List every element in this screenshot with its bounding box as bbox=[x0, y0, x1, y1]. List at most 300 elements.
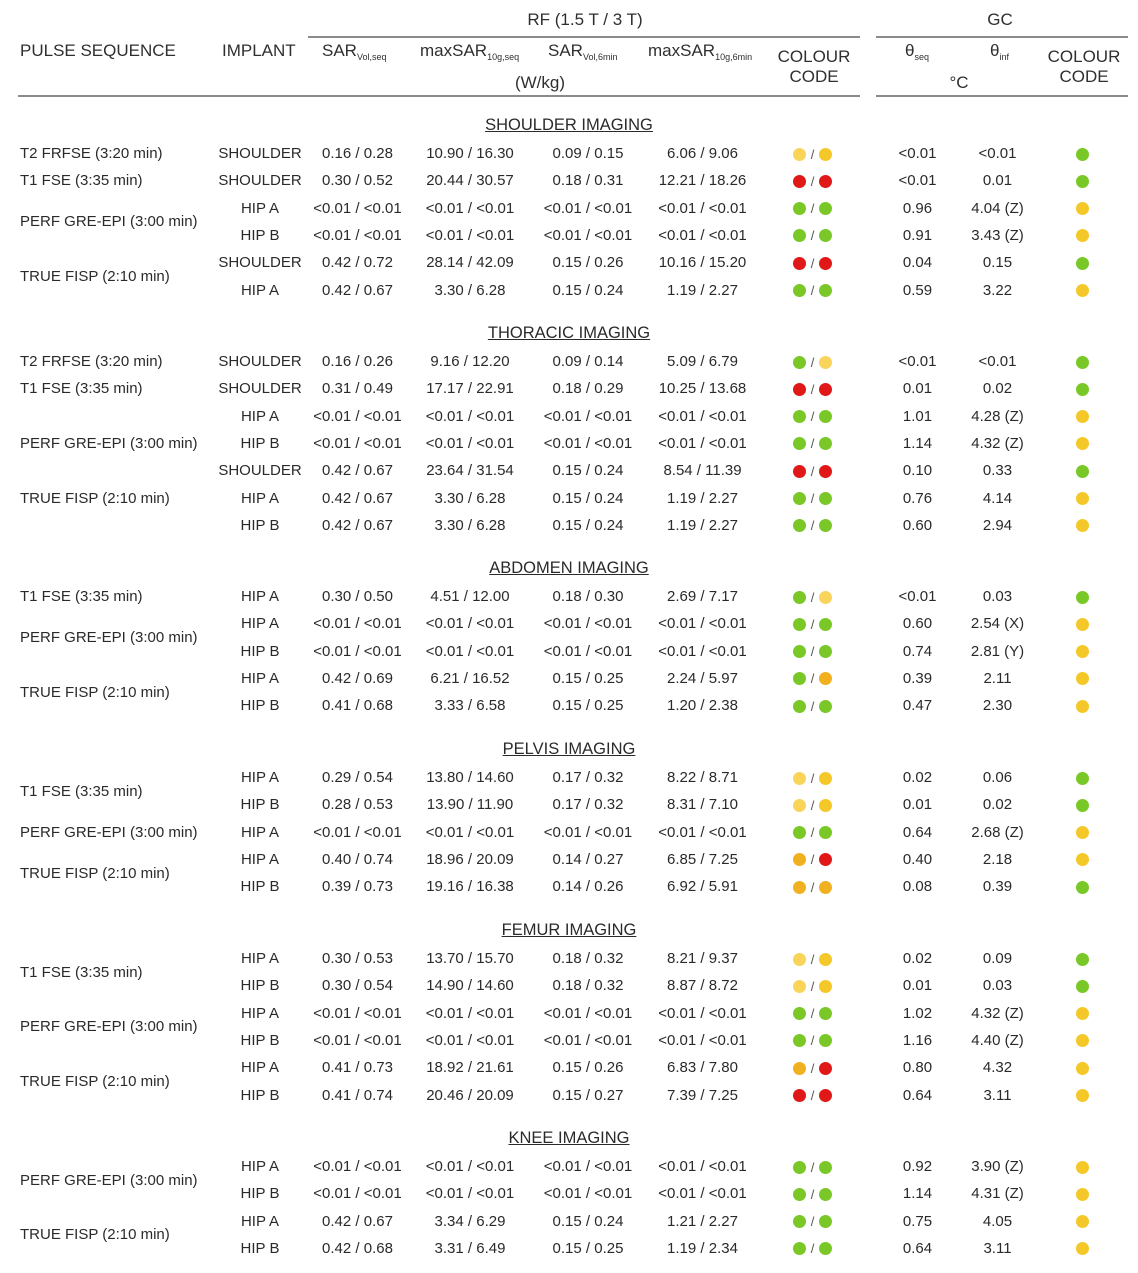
status-dot-1-5t-icon bbox=[793, 826, 806, 839]
sar-vol-seq-cell: 0.41 / 0.68 bbox=[322, 697, 393, 715]
maxsar-10g-6min-cell: 12.21 / 18.26 bbox=[658, 172, 747, 190]
implant-cell: SHOULDER bbox=[218, 353, 302, 370]
status-dot-gc-icon bbox=[1076, 1215, 1089, 1228]
maxsar-10g-6min-cell: 6.06 / 9.06 bbox=[667, 145, 738, 162]
sar-vol-6min-cell: 0.15 / 0.26 bbox=[552, 1059, 624, 1077]
sar-vol-seq-cell: 0.41 / 0.74 bbox=[322, 1086, 393, 1104]
pulse-sequence-label: T1 FSE (3:35 min) bbox=[20, 380, 143, 398]
status-dot-1-5t-icon bbox=[793, 1215, 806, 1228]
status-dot-1-5t-icon bbox=[793, 410, 806, 423]
theta-seq-cell: 0.40 bbox=[902, 850, 933, 868]
status-dot-3t-icon bbox=[819, 410, 832, 423]
theta-inf-cell: 4.14 bbox=[982, 489, 1013, 507]
status-dot-gc-icon bbox=[1076, 519, 1089, 532]
status-dot-gc-icon bbox=[1076, 175, 1089, 188]
theta-inf-cell: 4.32 (Z) bbox=[971, 1004, 1024, 1022]
maxsar-10g-6min-cell: <0.01 / <0.01 bbox=[658, 642, 747, 660]
maxsar-10g-6min-cell: 1.20 / 2.38 bbox=[667, 697, 738, 715]
implant-cell: SHOULDER bbox=[218, 145, 302, 162]
theta-inf-cell: <0.01 bbox=[978, 145, 1017, 162]
sar-vol-6min-cell: 0.15 / 0.24 bbox=[552, 516, 624, 534]
separator: / bbox=[810, 436, 815, 452]
separator: / bbox=[810, 146, 815, 162]
theta-seq-cell: 0.59 bbox=[902, 281, 933, 299]
rf-colour-code-cell bbox=[770, 403, 855, 431]
theta-inf-cell: 2.18 bbox=[982, 850, 1013, 868]
rf-group-rule bbox=[308, 36, 860, 38]
rf-colour-code-cell bbox=[770, 140, 855, 168]
gc-colour-code-cell bbox=[1050, 692, 1115, 719]
sar-vol-seq-cell: 0.28 / 0.53 bbox=[322, 796, 393, 814]
pulse-sequence-label: TRUE FISP (2:10 min) bbox=[20, 683, 170, 701]
status-dot-1-5t-icon bbox=[793, 465, 806, 478]
maxsar-10g-seq-cell: <0.01 / <0.01 bbox=[425, 642, 515, 660]
status-dot-3t-icon bbox=[819, 437, 832, 450]
status-dot-gc-icon bbox=[1076, 672, 1089, 685]
rf-colour-code-cell bbox=[770, 277, 855, 305]
maxsar-10g-6min-cell: 1.21 / 2.27 bbox=[667, 1212, 738, 1230]
gc-colour-code-cell bbox=[1050, 1153, 1115, 1180]
maxsar-10g-6min-cell: 8.54 / 11.39 bbox=[663, 462, 742, 480]
rf-colour-code-cell bbox=[770, 167, 855, 195]
table-row bbox=[0, 1235, 1138, 1262]
gc-colour-code-cell bbox=[1050, 140, 1115, 167]
status-dot-3t-icon bbox=[819, 202, 832, 215]
theta-seq-cell: 0.10 bbox=[902, 462, 933, 480]
theta-inf-cell: 0.09 bbox=[982, 950, 1013, 967]
theta-seq-cell: 0.60 bbox=[902, 516, 933, 534]
theta-inf-cell: 0.03 bbox=[982, 977, 1013, 995]
implant-cell: HIP A bbox=[240, 1059, 280, 1077]
implant-cell: HIP B bbox=[240, 642, 280, 660]
status-dot-gc-icon bbox=[1076, 148, 1089, 161]
status-dot-3t-icon bbox=[819, 1242, 832, 1255]
rf-colour-code-cell bbox=[770, 1180, 855, 1208]
table-row bbox=[0, 1208, 1138, 1235]
maxsar-10g-6min-cell: 8.21 / 9.37 bbox=[667, 950, 738, 967]
sar-vol-seq-cell: 0.30 / 0.50 bbox=[322, 588, 393, 605]
separator: / bbox=[810, 1241, 815, 1257]
gc-colour-code-cell bbox=[1050, 1054, 1115, 1081]
separator: / bbox=[810, 173, 815, 189]
theta-inf-cell: 2.30 bbox=[982, 697, 1013, 715]
gc-colour-code-cell bbox=[1050, 403, 1115, 430]
table-row bbox=[0, 430, 1138, 457]
theta-inf-cell: 0.01 bbox=[982, 172, 1013, 190]
sar-vol-6min-cell: 0.18 / 0.32 bbox=[552, 950, 624, 967]
sar-vol-6min-cell: 0.09 / 0.14 bbox=[552, 353, 624, 370]
gc-colour-code-cell bbox=[1050, 1027, 1115, 1054]
status-dot-1-5t-icon bbox=[793, 645, 806, 658]
sar-vol-6min-cell: 0.15 / 0.24 bbox=[552, 489, 624, 507]
maxsar-10g-seq-cell: <0.01 / <0.01 bbox=[425, 1158, 515, 1175]
status-dot-gc-icon bbox=[1076, 799, 1089, 812]
sar-vol-6min-cell: 0.18 / 0.31 bbox=[552, 172, 624, 190]
theta-inf-cell: 2.11 bbox=[983, 669, 1012, 687]
rf-colour-code-cell bbox=[770, 249, 855, 277]
maxsar-10g-seq-cell: 13.80 / 14.60 bbox=[426, 769, 514, 786]
maxsar-10g-6min-cell: <0.01 / <0.01 bbox=[658, 434, 747, 452]
col-header-sar-vol-6min: $SAR_{Vol,6min}$ bbox=[548, 41, 618, 62]
col-header-theta-inf: $\theta_{inf}$ bbox=[990, 41, 1009, 62]
rf-colour-code-cell bbox=[770, 1082, 855, 1110]
table-row bbox=[0, 1082, 1138, 1109]
status-dot-1-5t-icon bbox=[793, 284, 806, 297]
pulse-sequence-label: T2 FRFSE (3:20 min) bbox=[20, 145, 163, 163]
sar-vol-seq-cell: <0.01 / <0.01 bbox=[313, 1158, 402, 1175]
theta-seq-cell: 0.80 bbox=[902, 1059, 933, 1077]
status-dot-1-5t-icon bbox=[793, 953, 806, 966]
gc-colour-code-cell bbox=[1050, 638, 1115, 665]
pulse-sequence-label: T1 FSE (3:35 min) bbox=[20, 588, 143, 606]
status-dot-gc-icon bbox=[1076, 1242, 1089, 1255]
theta-inf-cell: 0.06 bbox=[982, 769, 1013, 786]
sar-vol-seq-cell: 0.16 / 0.28 bbox=[322, 145, 393, 162]
gc-colour-code-cell bbox=[1050, 457, 1115, 484]
status-dot-1-5t-icon bbox=[793, 1188, 806, 1201]
theta-seq-cell: 0.96 bbox=[902, 199, 933, 217]
theta-seq-cell: 1.14 bbox=[902, 434, 933, 452]
rf-colour-code-cell bbox=[770, 430, 855, 458]
status-dot-1-5t-icon bbox=[793, 853, 806, 866]
maxsar-10g-6min-cell: <0.01 / <0.01 bbox=[658, 1185, 747, 1203]
separator: / bbox=[810, 671, 815, 687]
table-row bbox=[0, 195, 1138, 222]
theta-inf-cell: 4.40 (Z) bbox=[971, 1031, 1024, 1049]
status-dot-1-5t-icon bbox=[793, 591, 806, 604]
status-dot-gc-icon bbox=[1076, 1062, 1089, 1075]
status-dot-3t-icon bbox=[819, 672, 832, 685]
status-dot-gc-icon bbox=[1076, 1007, 1089, 1020]
table-row bbox=[0, 819, 1138, 846]
rf-colour-code-cell bbox=[770, 348, 855, 376]
maxsar-10g-6min-cell: 6.83 / 7.80 bbox=[667, 1059, 738, 1077]
table-row bbox=[0, 249, 1138, 276]
sar-vol-6min-cell: 0.14 / 0.27 bbox=[552, 850, 624, 868]
sar-vol-seq-cell: 0.42 / 0.68 bbox=[322, 1239, 393, 1257]
status-dot-1-5t-icon bbox=[793, 700, 806, 713]
gc-colour-code-cell bbox=[1050, 610, 1115, 637]
separator: / bbox=[810, 978, 815, 994]
table-row bbox=[0, 846, 1138, 873]
sar-vol-6min-cell: 0.17 / 0.32 bbox=[552, 769, 624, 786]
status-dot-1-5t-icon bbox=[793, 148, 806, 161]
status-dot-gc-icon bbox=[1076, 618, 1089, 631]
theta-seq-cell: 0.60 bbox=[902, 615, 933, 633]
status-dot-3t-icon bbox=[819, 772, 832, 785]
status-dot-3t-icon bbox=[819, 1062, 832, 1075]
sar-vol-6min-cell: 0.15 / 0.25 bbox=[552, 697, 624, 715]
gc-colour-code-cell bbox=[1050, 945, 1115, 972]
sar-vol-6min-cell: <0.01 / <0.01 bbox=[543, 407, 633, 425]
gc-colour-code-cell bbox=[1050, 222, 1115, 249]
sar-vol-6min-cell: <0.01 / <0.01 bbox=[543, 226, 633, 244]
theta-seq-cell: <0.01 bbox=[898, 353, 937, 370]
status-dot-3t-icon bbox=[819, 1188, 832, 1201]
theta-inf-cell: 0.33 bbox=[982, 462, 1013, 480]
separator: / bbox=[810, 1006, 815, 1022]
separator: / bbox=[810, 518, 815, 534]
implant-cell: HIP A bbox=[240, 1158, 280, 1175]
maxsar-10g-seq-cell: 20.44 / 30.57 bbox=[426, 172, 514, 190]
rf-colour-code-cell bbox=[770, 972, 855, 1000]
table-row bbox=[0, 638, 1138, 665]
status-dot-gc-icon bbox=[1076, 410, 1089, 423]
theta-seq-cell: 1.01 bbox=[902, 407, 933, 425]
gc-colour-code-cell bbox=[1050, 249, 1115, 276]
implant-cell: HIP A bbox=[240, 1212, 280, 1230]
separator: / bbox=[810, 255, 815, 271]
status-dot-1-5t-icon bbox=[793, 437, 806, 450]
table-row bbox=[0, 1180, 1138, 1207]
status-dot-gc-icon bbox=[1076, 1034, 1089, 1047]
maxsar-10g-6min-cell: 1.19 / 2.27 bbox=[667, 281, 738, 299]
theta-seq-cell: 0.39 bbox=[902, 669, 933, 687]
sar-vol-6min-cell: 0.15 / 0.25 bbox=[552, 1239, 624, 1257]
gc-colour-code-cell bbox=[1050, 195, 1115, 222]
status-dot-gc-icon bbox=[1076, 953, 1089, 966]
implant-cell: HIP A bbox=[240, 407, 280, 425]
table-row bbox=[0, 348, 1138, 375]
status-dot-1-5t-icon bbox=[793, 175, 806, 188]
gc-colour-code-cell bbox=[1050, 1208, 1115, 1235]
sar-vol-seq-cell: <0.01 / <0.01 bbox=[313, 1031, 402, 1049]
status-dot-gc-icon bbox=[1076, 492, 1089, 505]
pulse-sequence-label: PERF GRE-EPI (3:00 min) bbox=[20, 823, 198, 841]
gc-colour-code-cell bbox=[1050, 1000, 1115, 1027]
pulse-sequence-label: TRUE FISP (2:10 min) bbox=[20, 268, 170, 285]
gc-group-title: GC bbox=[987, 10, 1013, 29]
sar-vol-seq-cell: 0.42 / 0.72 bbox=[322, 254, 393, 272]
implant-cell: HIP A bbox=[240, 669, 280, 687]
section-title: FEMUR IMAGING bbox=[501, 921, 637, 939]
status-dot-1-5t-icon bbox=[793, 229, 806, 242]
status-dot-1-5t-icon bbox=[793, 672, 806, 685]
maxsar-10g-seq-cell: <0.01 / <0.01 bbox=[425, 434, 515, 452]
maxsar-10g-seq-cell: 18.92 / 21.61 bbox=[426, 1059, 514, 1077]
gc-colour-code-cell bbox=[1050, 972, 1115, 999]
status-dot-gc-icon bbox=[1076, 383, 1089, 396]
rf-group-title: RF (1.5 T / 3 T) bbox=[527, 10, 643, 29]
rf-colour-code-cell bbox=[770, 638, 855, 666]
rf-colour-code-cell bbox=[770, 873, 855, 901]
separator: / bbox=[810, 463, 815, 479]
sar-vol-seq-cell: <0.01 / <0.01 bbox=[313, 199, 402, 217]
implant-cell: HIP A bbox=[240, 850, 280, 868]
pulse-sequence-label: TRUE FISP (2:10 min) bbox=[20, 489, 170, 507]
sar-vol-6min-cell: <0.01 / <0.01 bbox=[543, 1004, 633, 1022]
sar-vol-seq-cell: 0.30 / 0.53 bbox=[322, 950, 393, 967]
sar-vol-6min-cell: 0.18 / 0.29 bbox=[552, 380, 624, 398]
header-bottom-rule-gc bbox=[876, 95, 1128, 97]
maxsar-10g-seq-cell: 14.90 / 14.60 bbox=[426, 977, 514, 995]
sar-vol-seq-cell: <0.01 / <0.01 bbox=[313, 434, 402, 452]
theta-inf-cell: 3.22 bbox=[982, 281, 1013, 299]
separator: / bbox=[810, 1186, 815, 1202]
maxsar-10g-6min-cell: 10.16 / 15.20 bbox=[658, 254, 747, 272]
status-dot-3t-icon bbox=[819, 1007, 832, 1020]
sar-vol-6min-cell: 0.15 / 0.26 bbox=[552, 254, 624, 272]
section-title: ABDOMEN IMAGING bbox=[489, 559, 649, 577]
section-title: THORACIC IMAGING bbox=[487, 324, 651, 342]
pulse-sequence-label: PERF GRE-EPI (3:00 min) bbox=[20, 1171, 198, 1189]
sar-vol-seq-cell: <0.01 / <0.01 bbox=[313, 1004, 402, 1022]
col-header-gc-colour-code: COLOUR CODE bbox=[1047, 47, 1121, 86]
separator: / bbox=[810, 698, 815, 714]
gc-colour-code-cell bbox=[1050, 791, 1115, 818]
maxsar-10g-6min-cell: 8.31 / 7.10 bbox=[667, 796, 738, 814]
rf-colour-code-cell bbox=[770, 764, 855, 792]
theta-inf-cell: 2.54 (X) bbox=[970, 615, 1025, 633]
gc-colour-code-cell bbox=[1050, 430, 1115, 457]
status-dot-gc-icon bbox=[1076, 437, 1089, 450]
separator: / bbox=[810, 1033, 815, 1049]
header-bottom-rule-rf bbox=[18, 95, 860, 97]
status-dot-1-5t-icon bbox=[793, 519, 806, 532]
status-dot-3t-icon bbox=[819, 229, 832, 242]
implant-cell: HIP A bbox=[240, 615, 280, 633]
sar-vol-seq-cell: 0.42 / 0.67 bbox=[322, 1212, 393, 1230]
maxsar-10g-seq-cell: <0.01 / <0.01 bbox=[425, 1185, 515, 1203]
rf-colour-code-cell bbox=[770, 791, 855, 819]
sar-vol-6min-cell: <0.01 / <0.01 bbox=[543, 434, 633, 452]
gc-colour-code-cell bbox=[1050, 764, 1115, 791]
table-row bbox=[0, 873, 1138, 900]
gc-colour-code-cell bbox=[1050, 1235, 1115, 1262]
sar-vol-seq-cell: 0.42 / 0.67 bbox=[322, 462, 393, 480]
separator: / bbox=[810, 879, 815, 895]
gc-colour-code-cell bbox=[1050, 873, 1115, 900]
sar-vol-seq-cell: <0.01 / <0.01 bbox=[313, 226, 402, 244]
maxsar-10g-seq-cell: 13.70 / 15.70 bbox=[426, 950, 514, 967]
theta-inf-cell: 0.03 bbox=[982, 588, 1013, 605]
pulse-sequence-label: TRUE FISP (2:10 min) bbox=[20, 1226, 170, 1244]
maxsar-10g-seq-cell: 23.64 / 31.54 bbox=[426, 462, 514, 480]
rf-unit-label: (W/kg) bbox=[514, 73, 566, 92]
gc-colour-code-cell bbox=[1050, 277, 1115, 304]
maxsar-10g-seq-cell: 9.16 / 12.20 bbox=[430, 353, 510, 370]
theta-inf-cell: 0.02 bbox=[982, 380, 1013, 398]
pulse-sequence-label: T1 FSE (3:35 min) bbox=[20, 172, 143, 190]
table-row bbox=[0, 167, 1138, 194]
status-dot-gc-icon bbox=[1076, 229, 1089, 242]
table-row bbox=[0, 945, 1138, 972]
theta-seq-cell: 0.04 bbox=[902, 254, 933, 272]
status-dot-gc-icon bbox=[1076, 202, 1089, 215]
rf-colour-code-cell bbox=[770, 610, 855, 638]
implant-cell: HIP B bbox=[240, 878, 280, 896]
status-dot-3t-icon bbox=[819, 980, 832, 993]
theta-seq-cell: 1.02 bbox=[902, 1004, 933, 1022]
implant-cell: HIP A bbox=[240, 588, 280, 605]
pulse-sequence-label: TRUE FISP (2:10 min) bbox=[20, 1073, 170, 1090]
gc-unit-label: °C bbox=[949, 73, 969, 92]
rf-colour-code-cell bbox=[770, 222, 855, 250]
sar-vol-seq-cell: 0.42 / 0.69 bbox=[322, 669, 393, 687]
status-dot-1-5t-icon bbox=[793, 881, 806, 894]
theta-inf-cell: 0.02 bbox=[982, 796, 1013, 814]
table-row bbox=[0, 403, 1138, 430]
status-dot-1-5t-icon bbox=[793, 257, 806, 270]
pulse-sequence-label: T2 FRFSE (3:20 min) bbox=[20, 353, 163, 371]
table-row bbox=[0, 692, 1138, 719]
implant-cell: SHOULDER bbox=[218, 172, 302, 190]
gc-colour-code-cell bbox=[1050, 375, 1115, 402]
gc-colour-code-cell bbox=[1050, 819, 1115, 846]
sar-vol-6min-cell: 0.14 / 0.26 bbox=[552, 878, 624, 896]
maxsar-10g-6min-cell: 6.85 / 7.25 bbox=[667, 850, 738, 868]
theta-seq-cell: 0.91 bbox=[902, 226, 933, 244]
theta-inf-cell: 4.32 bbox=[982, 1059, 1013, 1077]
separator: / bbox=[810, 1214, 815, 1230]
status-dot-1-5t-icon bbox=[793, 492, 806, 505]
sar-vol-6min-cell: 0.18 / 0.30 bbox=[552, 588, 624, 605]
status-dot-3t-icon bbox=[819, 148, 832, 161]
theta-seq-cell: 1.16 bbox=[902, 1031, 933, 1049]
col-header-rf-colour-code: COLOUR CODE bbox=[777, 47, 851, 86]
implant-cell: HIP A bbox=[240, 489, 280, 507]
maxsar-10g-seq-cell: 3.34 / 6.29 bbox=[434, 1212, 506, 1230]
sar-vol-6min-cell: 0.15 / 0.27 bbox=[552, 1086, 624, 1104]
pulse-sequence-label: PERF GRE-EPI (3:00 min) bbox=[20, 435, 198, 453]
theta-seq-cell: 0.64 bbox=[902, 823, 933, 841]
maxsar-10g-6min-cell: 5.09 / 6.79 bbox=[667, 353, 738, 370]
rf-colour-code-cell bbox=[770, 1153, 855, 1181]
separator: / bbox=[810, 354, 815, 370]
sar-vol-seq-cell: <0.01 / <0.01 bbox=[313, 823, 402, 841]
maxsar-10g-seq-cell: 3.30 / 6.28 bbox=[434, 489, 506, 507]
separator: / bbox=[810, 644, 815, 660]
pulse-sequence-label: T1 FSE (3:35 min) bbox=[20, 782, 143, 800]
theta-seq-cell: <0.01 bbox=[898, 588, 937, 605]
implant-cell: SHOULDER bbox=[218, 462, 302, 480]
status-dot-gc-icon bbox=[1076, 881, 1089, 894]
maxsar-10g-6min-cell: 10.25 / 13.68 bbox=[658, 380, 747, 398]
separator: / bbox=[810, 589, 815, 605]
status-dot-gc-icon bbox=[1076, 257, 1089, 270]
separator: / bbox=[810, 852, 815, 868]
status-dot-1-5t-icon bbox=[793, 1007, 806, 1020]
implant-cell: HIP A bbox=[240, 950, 280, 967]
theta-inf-cell: 4.04 (Z) bbox=[971, 199, 1024, 217]
rf-colour-code-cell bbox=[770, 457, 855, 485]
gc-colour-code-cell bbox=[1050, 846, 1115, 873]
implant-cell: HIP B bbox=[240, 434, 280, 452]
table-row bbox=[0, 485, 1138, 512]
maxsar-10g-seq-cell: 4.51 / 12.00 bbox=[430, 588, 510, 605]
sar-vol-6min-cell: <0.01 / <0.01 bbox=[543, 823, 633, 841]
theta-inf-cell: 4.05 bbox=[982, 1212, 1013, 1230]
rf-colour-code-cell bbox=[770, 1208, 855, 1236]
implant-cell: SHOULDER bbox=[218, 254, 302, 272]
rf-colour-code-cell bbox=[770, 583, 855, 611]
table-row bbox=[0, 764, 1138, 791]
separator: / bbox=[810, 491, 815, 507]
sar-vol-seq-cell: 0.39 / 0.73 bbox=[322, 878, 393, 896]
maxsar-10g-seq-cell: 28.14 / 42.09 bbox=[426, 254, 514, 272]
implant-cell: HIP B bbox=[240, 226, 280, 244]
sar-vol-seq-cell: <0.01 / <0.01 bbox=[313, 642, 402, 660]
theta-seq-cell: 0.64 bbox=[902, 1239, 933, 1257]
status-dot-1-5t-icon bbox=[793, 772, 806, 785]
maxsar-10g-6min-cell: <0.01 / <0.01 bbox=[658, 823, 747, 841]
theta-seq-cell: 0.47 bbox=[902, 697, 933, 715]
theta-seq-cell: 1.14 bbox=[902, 1185, 933, 1203]
status-dot-3t-icon bbox=[819, 881, 832, 894]
pulse-sequence-label: PERF GRE-EPI (3:00 min) bbox=[20, 629, 198, 647]
rf-colour-code-cell bbox=[770, 846, 855, 874]
theta-seq-cell: <0.01 bbox=[898, 145, 937, 162]
